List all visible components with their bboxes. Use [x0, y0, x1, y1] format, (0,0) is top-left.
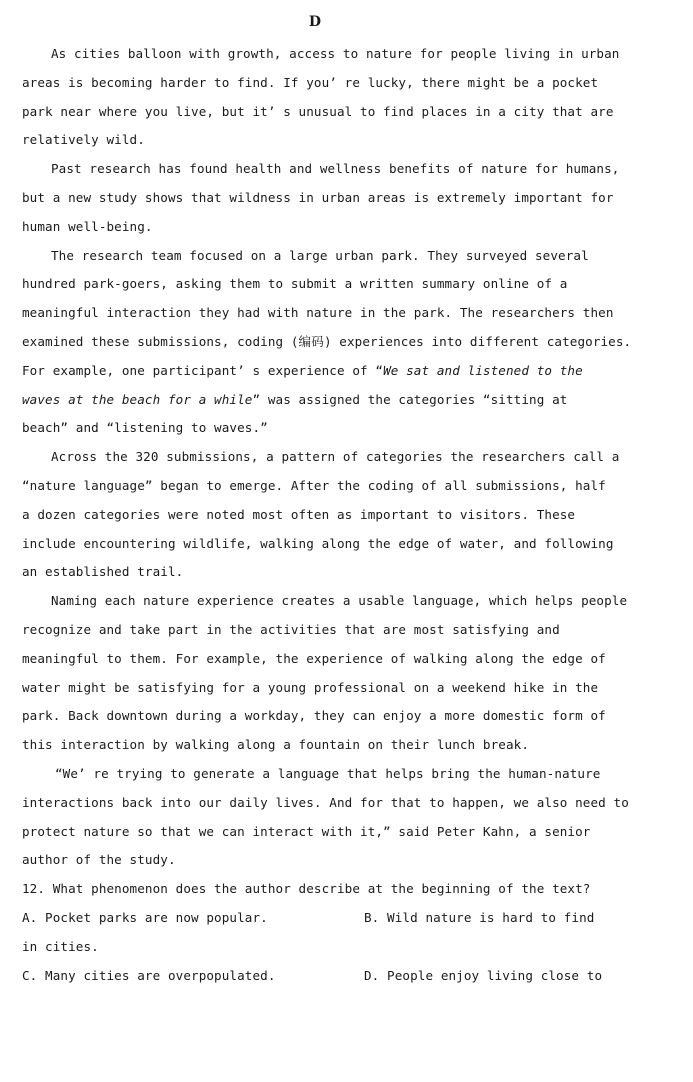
passage-line: include encountering wildlife, walking along the edge of water, and following	[22, 535, 614, 551]
passage-line: “We’ re trying to generate a language that helps bring the human-nature	[55, 765, 601, 781]
passage-line: water might be satisfying for a young professional on a weekend hike in the	[22, 679, 599, 695]
passage-line: beach” and “listening to waves.”	[22, 420, 268, 436]
passage-line: examined these submissions, coding (编码) experiences into different categories.	[22, 333, 632, 349]
passage-line: human well-being.	[22, 218, 153, 234]
passage-text: For example, one participant’ s experience of “	[22, 362, 384, 378]
option-row	[22, 962, 612, 991]
passage-line: areas is becoming harder to find. If you’ re lucky, there might be a pocket	[22, 74, 599, 90]
option-b-continued: in cities.	[22, 938, 99, 954]
passage-line: a dozen categories were noted most often as important to visitors. These	[22, 506, 576, 522]
quoted-experience: We sat and listened to the	[383, 362, 583, 378]
passage-line: Naming each nature experience creates a usable language, which helps people	[51, 593, 628, 609]
option-row	[22, 904, 612, 933]
passage-line: park. Back downtown during a workday, they can enjoy a more domestic form of	[22, 708, 606, 724]
passage-line: relatively wild.	[22, 132, 145, 148]
passage-line: The research team focused on a large urban park. They surveyed several	[51, 247, 589, 263]
passage-line: “nature language” began to emerge. After the coding of all submissions, half	[22, 477, 606, 493]
option-c: C. Many cities are overpopulated.	[22, 967, 276, 983]
option-a: A. Pocket parks are now popular.	[22, 909, 268, 925]
passage-text: ” was assigned the categories “sitting at	[252, 391, 568, 407]
passage-line: author of the study.	[22, 852, 176, 868]
option-b: B. Wild nature is hard to find	[364, 909, 595, 925]
passage-line: this interaction by walking along a fountain on their lunch break.	[22, 737, 530, 753]
option-d: D. People enjoy living close to	[364, 967, 603, 983]
passage-line: interactions back into our daily lives. And for that to happen, we also need to	[22, 794, 629, 810]
passage-line: meaningful interaction they had with nature in the park. The researchers then	[22, 305, 614, 321]
passage-line: meaningful to them. For example, the experience of walking along the edge of	[22, 650, 606, 666]
passage-line: but a new study shows that wildness in urban areas is extremely important for	[22, 189, 614, 205]
quoted-experience: waves at the beach for a while	[22, 391, 253, 407]
passage	[22, 40, 632, 990]
passage-line: recognize and take part in the activities that are most satisfying and	[22, 621, 560, 637]
passage-line: hundred park-goers, asking them to submit a written summary online of a	[22, 276, 568, 292]
section-label: D	[308, 14, 322, 30]
passage-line: Past research has found health and wellness benefits of nature for humans,	[51, 161, 620, 177]
passage-line	[22, 386, 612, 415]
question-stem: 12. What phenomenon does the author describe at the beginning of the text?	[22, 881, 591, 897]
passage-line: As cities balloon with growth, access to nature for people living in urban	[51, 46, 620, 61]
passage-line: protect nature so that we can interact with it,” said Peter Kahn, a senior	[22, 823, 591, 839]
passage-line: park near where you live, but it’ s unusual to find places in a city that are	[22, 103, 614, 119]
passage-line: Across the 320 submissions, a pattern of categories the researchers call a	[51, 449, 620, 465]
passage-line	[22, 357, 612, 386]
passage-line: an established trail.	[22, 564, 184, 580]
